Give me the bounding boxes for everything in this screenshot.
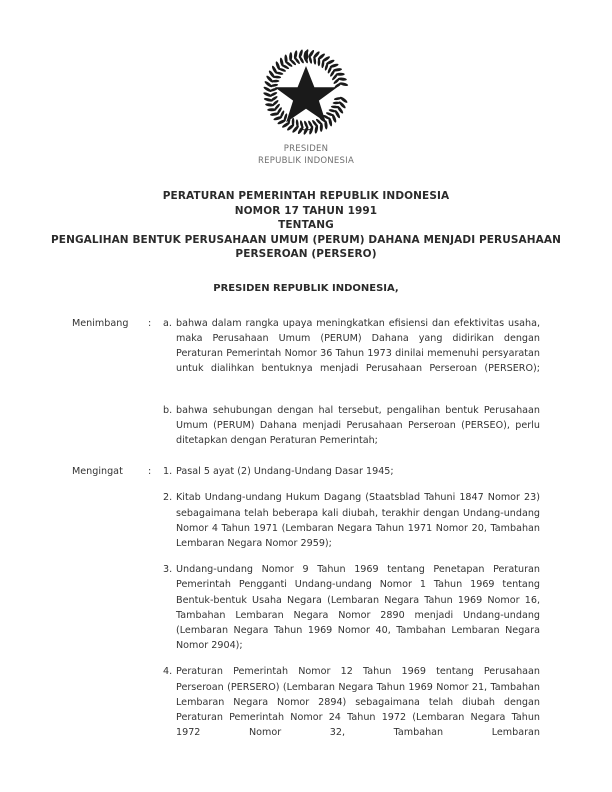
emblem-caption — [0, 144, 612, 167]
emblem-caption-line1: PRESIDEN — [283, 144, 329, 154]
list-item-text: Peraturan Pemerintah Nomor 12 Tahun 1969 tentang Perusahaan Perseroan (PERSERO) (Lembaran Negara Tahun 1969 Nomor 21, Tambahan Lembaran Negara Nomor 2894) sebagaimana telah diubah dengan Peraturan Pemerintah Nomor 24 Tahun 1972 (Lembaran Negara Tahun 1972 Nomor 32, Tambahan Lembaran — [176, 666, 540, 739]
clause-label: Menimbang — [72, 317, 129, 329]
list-item-text: bahwa dalam rangka upaya meningkatkan efisiensi dan efektivitas usaha, maka Perusahaan Umum (PERUM) Dahana yang didirikan dengan Peraturan Pemerintah Nomor 36 Tahun 1973 dinilai memenuhi persyaratan untuk dialihkan bentuknya menjadi Perusahaan Perseroan (PERSERO); — [176, 317, 540, 375]
title-line-subject-2: PERSEROAN (PERSERO) — [235, 248, 377, 260]
title-line-about: TENTANG — [278, 219, 334, 231]
emblem-block — [0, 0, 612, 167]
clause-list — [0, 316, 612, 756]
list-item — [163, 562, 540, 653]
clause-mengingat — [72, 464, 540, 755]
list-item-marker: 3. — [163, 564, 173, 576]
list-item — [163, 403, 540, 449]
list-item-marker: 4. — [163, 666, 173, 678]
title-line-number: NOMOR 17 TAHUN 1991 — [234, 204, 378, 217]
title-line-regulation: PERATURAN PEMERINTAH REPUBLIK INDONESIA — [162, 190, 450, 202]
list-item-text: Pasal 5 ayat (2) Undang-Undang Dasar 1945; — [176, 466, 394, 478]
list-item-marker: 2. — [163, 492, 173, 504]
document-title — [0, 189, 612, 262]
clause-colon: : — [148, 317, 152, 329]
list-item-marker: a. — [163, 317, 172, 329]
indonesia-presidential-star-wreath-emblem — [258, 48, 354, 138]
list-item-text: Undang-undang Nomor 9 Tahun 1969 tentang Penetapan Peraturan Pemerintah Pengganti Undang-undang Nomor 1 Tahun 1969 tentang Bentuk-bentuk Usaha Negara (Lembaran Negara Tahun 1969 Nomor 16, Tambahan Lembaran Negara Nomor 2890 menjadi Undang-undang (Lembaran Negara Tahun 1969 Nomor 40, Tambahan Lembaran Negara Nomor 2904); — [176, 564, 540, 652]
emblem-caption-line2: REPUBLIK INDONESIA — [257, 155, 355, 166]
list-item — [163, 664, 540, 755]
clause-body — [163, 316, 540, 449]
clause-colon: : — [148, 466, 152, 478]
clause-body — [163, 464, 540, 755]
list-item-text: Kitab Undang-undang Hukum Dagang (Staatsblad Tahuni 1847 Nomor 23) sebagaimana telah beberapa kali diubah, terakhir dengan Undang-undang Nomor 4 Tahun 1971 (Lembaran Negara Tahun 1971 Nomor 20, Tambahan Lembaran Negara Nomor 2959); — [176, 492, 540, 549]
list-item-text: bahwa sehubungan dengan hal tersebut, pengalihan bentuk Perusahaan Umum (PERUM) Dahana menjadi Perusahaan Perseroan (PERSEO), perlu ditetapkan dengan Peraturan Pemerintah; — [176, 404, 540, 446]
list-item — [163, 490, 540, 551]
clause-label: Mengingat — [72, 466, 123, 478]
clause-menimbang — [72, 316, 540, 449]
list-item-marker: b. — [163, 404, 173, 416]
list-item — [163, 464, 540, 479]
title-line-subject-1: PENGALIHAN BENTUK PERUSAHAAN UMUM (PERUM) DAHANA MENJADI PERUSAHAAN — [51, 233, 561, 246]
list-item-marker: 1. — [163, 466, 173, 478]
opening-line: PRESIDEN REPUBLIK INDONESIA, — [213, 282, 399, 294]
list-item — [163, 316, 540, 392]
